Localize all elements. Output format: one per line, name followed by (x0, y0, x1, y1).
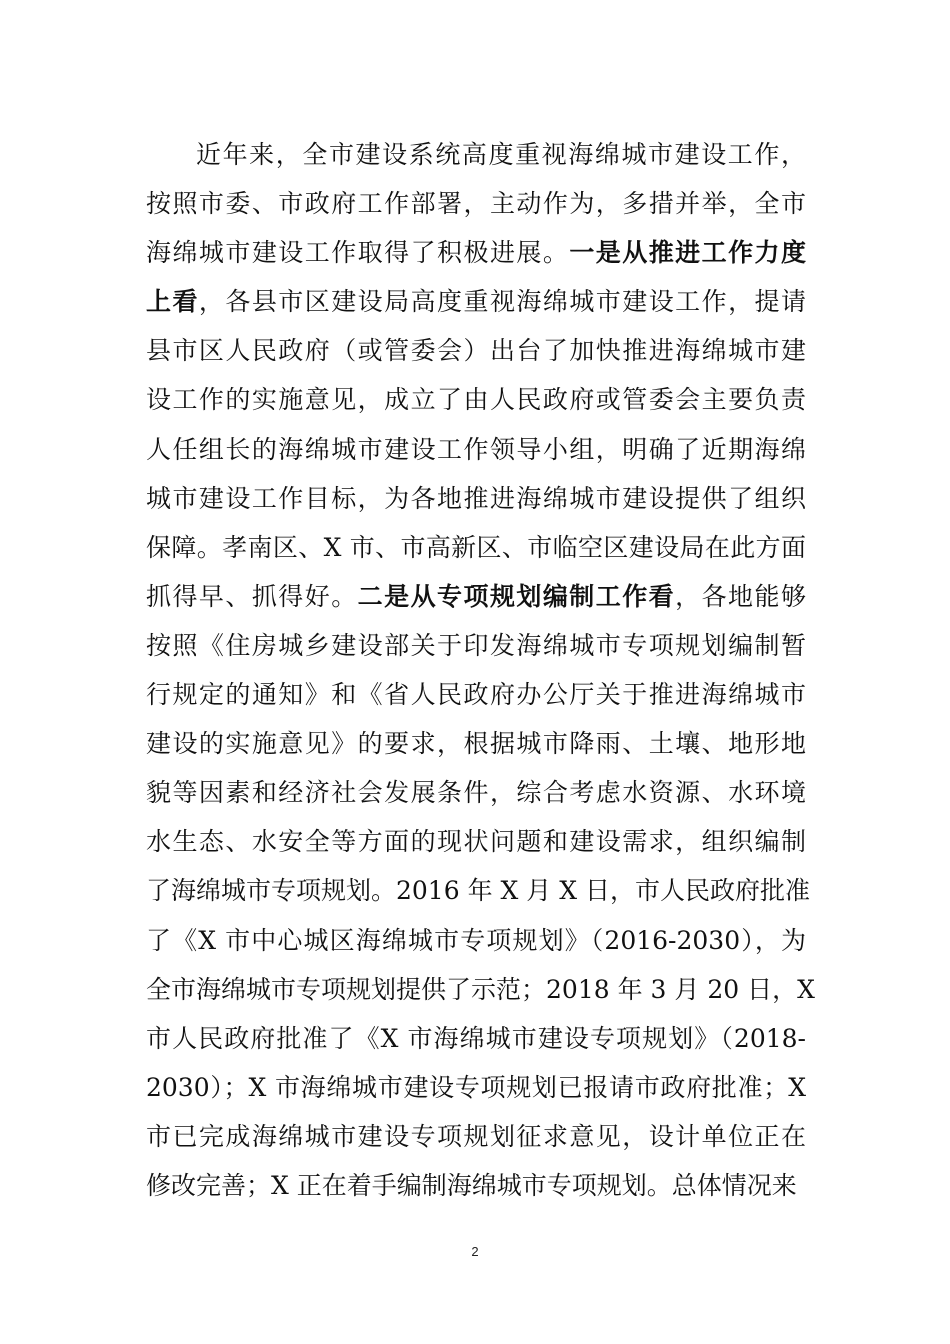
text-line (146, 326, 806, 375)
text-run: ，各地能够 (675, 581, 806, 611)
text-run: 修改完善；X 正在着手编制海绵城市专项规划。总体情况来 (146, 1170, 797, 1200)
text-run: 城市建设工作目标，为各地推进海绵城市建设提供了组织 (146, 483, 806, 513)
text-run: 行规定的通知》和《省人民政府办公厅关于推进海绵城市 (146, 680, 806, 710)
text-run: 县市区人民政府（或管委会）出台了加快推进海绵城市建 (146, 336, 806, 366)
text-line (146, 277, 806, 326)
text-line (146, 866, 810, 915)
text-line (146, 719, 806, 768)
text-line (146, 375, 806, 424)
text-run: 了《X 市中心城区海绵城市专项规划》（2016-2030），为 (146, 925, 806, 955)
body-paragraph (146, 130, 815, 1210)
text-line (146, 1161, 806, 1210)
text-run: 海绵城市建设工作取得了积极进展。 (146, 238, 570, 268)
text-run: 建设的实施意见》的要求，根据城市降雨、土壤、地形地 (146, 729, 806, 759)
page-number: 2 (471, 1244, 479, 1259)
bold-text-run: 二是从专项规划编制工作看 (357, 581, 676, 611)
text-line (146, 670, 806, 719)
text-run: 按照市委、市政府工作部署，主动作为，多措并举，全市 (146, 189, 806, 219)
text-run: ，各县市区建设局高度重视海绵城市建设工作，提请 (198, 287, 806, 317)
text-run: 人任组长的海绵城市建设工作领导小组，明确了近期海绵 (146, 434, 806, 464)
text-line (146, 621, 806, 670)
bold-text-run: 上看 (146, 287, 199, 317)
text-line (146, 179, 806, 228)
text-line (146, 1063, 806, 1112)
text-run: 了海绵城市专项规划。2016 年 X 月 X 日，市人民政府批准 (146, 876, 810, 906)
text-line (146, 817, 806, 866)
text-run: 2030）；X 市海绵城市建设专项规划已报请市政府批准；X (146, 1072, 806, 1102)
text-line (146, 1112, 806, 1161)
text-line (146, 572, 806, 621)
text-run: 貌等因素和经济社会发展条件，综合考虑水资源、水环境 (146, 778, 806, 808)
text-line (146, 130, 806, 179)
text-run: 全市海绵城市专项规划提供了示范；2018 年 3 月 20 日，X (146, 974, 815, 1004)
text-run: 近年来，全市建设系统高度重视海绵城市建设工作， (196, 140, 806, 169)
text-run: 市人民政府批准了《X 市海绵城市建设专项规划》（2018- (146, 1023, 806, 1053)
text-line (146, 965, 815, 1014)
text-line (146, 523, 806, 572)
text-run: 按照《住房城乡建设部关于印发海绵城市专项规划编制暂 (146, 630, 806, 660)
text-run: 水生态、水安全等方面的现状问题和建设需求，组织编制 (146, 827, 806, 857)
text-line (146, 425, 806, 474)
text-line (146, 474, 806, 523)
bold-text-run: 一是从推进工作力度 (569, 238, 806, 268)
text-run: 设工作的实施意见，成立了由人民政府或管委会主要负责 (146, 385, 806, 415)
text-line (146, 768, 806, 817)
text-line (146, 1014, 806, 1063)
text-line (146, 228, 806, 277)
text-run: 抓得早、抓得好。 (146, 581, 358, 611)
text-run: 保障。孝南区、X 市、市高新区、市临空区建设局在此方面 (146, 532, 806, 562)
text-line (146, 916, 806, 965)
text-run: 市已完成海绵城市建设专项规划征求意见，设计单位正在 (146, 1121, 806, 1151)
